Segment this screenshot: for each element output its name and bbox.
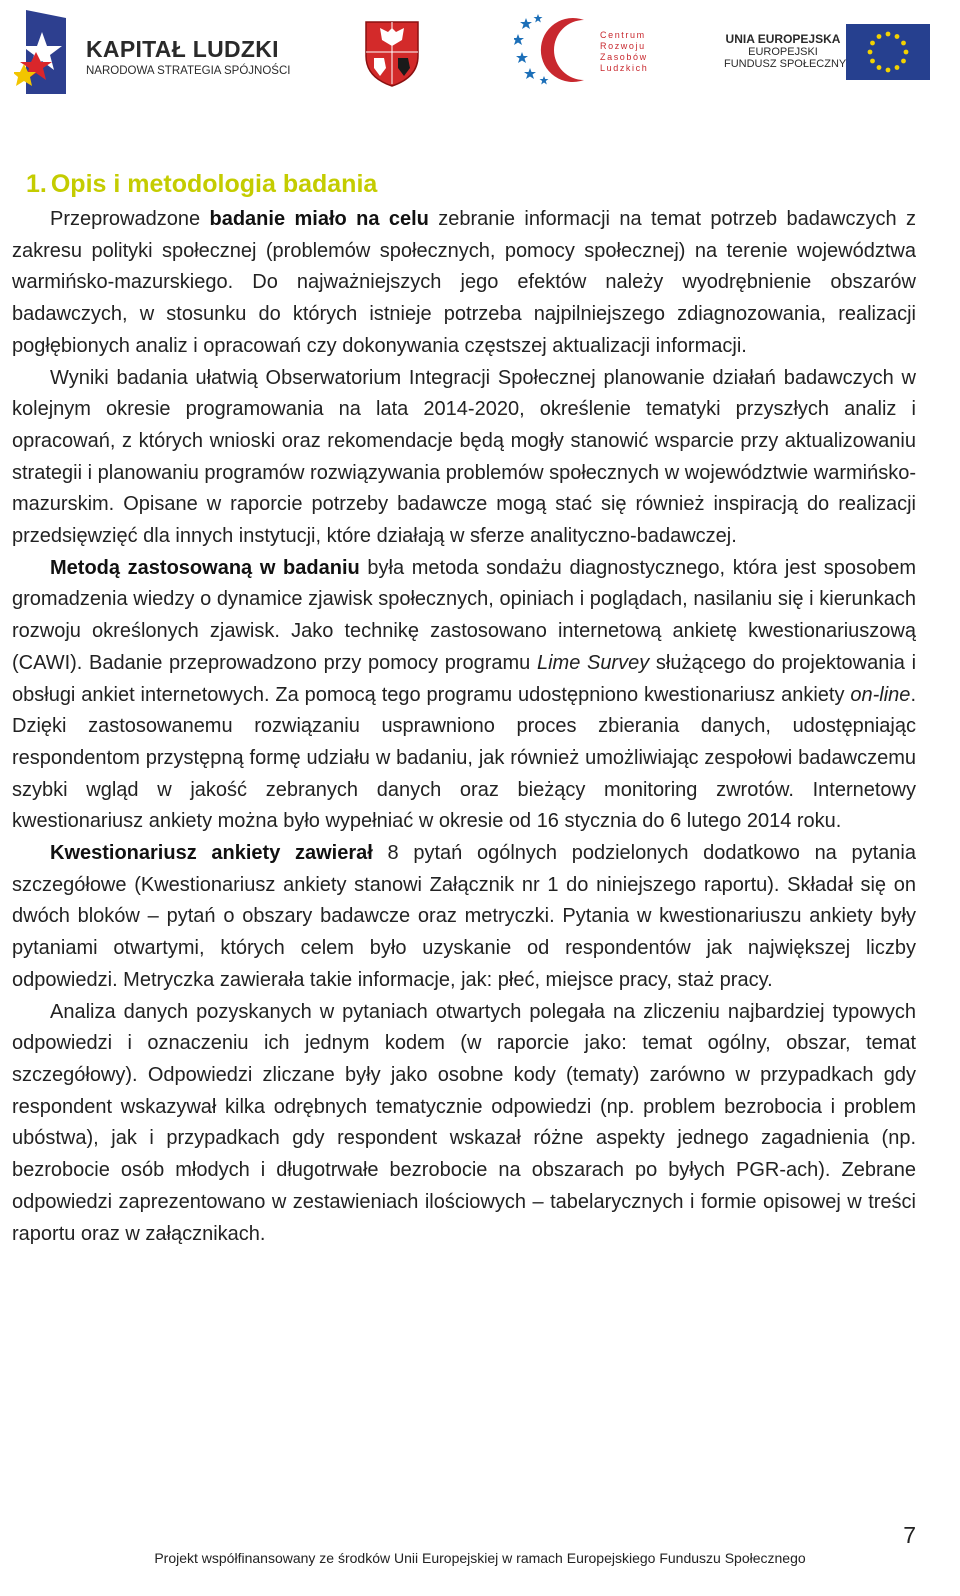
paragraph: [12, 997, 916, 1251]
page-header: [0, 0, 960, 110]
italic-text: on-line: [850, 683, 911, 706]
eu-line-1: UNIA EUROPEJSKA: [725, 32, 841, 46]
eu-flag-icon: [846, 24, 930, 80]
eu-text: [724, 32, 847, 70]
section-heading: [12, 164, 916, 204]
text-run: Przeprowadzone: [50, 208, 210, 230]
section-number: 1.: [26, 170, 47, 198]
paragraph: [12, 553, 916, 838]
text-run: Analiza danych pozyskanych w pytaniach otwartych polegała na zliczeniu najbardziej typowych odpowiedzi i oznaczeniu ich jednym kodem (w raporcie jako: temat ogólny, obszar, temat szczegółowy). Odpowiedzi zliczane były jako osobne kody (tematy) zarówno w przypadkach gdy respondent wskazywał kilka odrębnych tematycznie odpowiedzi (np. problem bezrobocia i problem ubóstwa), jak i przypadkach gdy respondent wskazał różne aspekty jednego zagadnienia (np. bezrobocie osób młodych i długotrwałe bezrobocie na obszarach po byłych PGR-ach). Zebrane odpowiedzi zaprezentowano w zestawieniach ilościowych – tabelarycznych i formie opisowej w treści raportu oraz w załącznikach.: [12, 1000, 916, 1245]
page-number: 7: [903, 1522, 916, 1548]
paragraph: [12, 363, 916, 553]
bold-text: badanie miało na celu: [209, 208, 429, 230]
crzl-logo: [514, 14, 664, 86]
crzl-line: Ludzkich: [600, 63, 649, 73]
kapital-ludzki-title: KAPITAŁ LUDZKI: [86, 36, 279, 62]
bold-text: Metodą zastosowaną w badaniu: [50, 556, 360, 579]
kapital-ludzki-star-icon: [14, 10, 78, 98]
warmia-masuria-coat-of-arms-icon: [362, 18, 422, 88]
crzl-line: Rozwoju: [600, 41, 646, 51]
text-run: służącego do projektowania i obsługi ankiet internetowych. Za pomocą tego programu udostępniono kwestionariusz ankiety: [12, 651, 917, 706]
eu-logo: [724, 24, 930, 84]
crzl-stars-crescent-icon: [514, 14, 598, 86]
text-run: . Dzięki zastosowanemu rozwiązaniu usprawniono proces zbierania danych, udostępniając respondentom przystępną formę udziału w badaniu, jak również umożliwiając zespołowi badawczemu szybki wgląd w jakość zebranych danych oraz bieżący monitoring zwrotów. Internetowy kwestionariusz ankiety można było wypełniać w okresie od 16 stycznia do 6 lutego 2014 roku.: [12, 683, 916, 833]
paragraphs: [12, 204, 916, 1250]
text-run: była metoda sondażu diagnostycznego, która jest sposobem gromadzenia wiedzy o dynamice zjawisk społecznych, opiniach i poglądach, nasilaniu się i kierunkach rozwoju określonych zjawisk. Jako technikę zastosowano internetową ankietę kwestionariuszową (CAWI). Badanie przeprowadzono przy pomocy programu: [12, 556, 916, 674]
eu-line-3: FUNDUSZ SPOŁECZNY: [724, 58, 847, 70]
section-title: Opis i metodologia badania: [50, 170, 378, 198]
bold-text: Kwestionariusz ankiety zawierał: [50, 842, 373, 865]
italic-text: Lime Survey: [536, 651, 650, 674]
eu-line-2: EUROPEJSKI: [748, 46, 818, 58]
crzl-text: [600, 30, 648, 74]
kapital-ludzki-subtitle: NARODOWA STRATEGIA SPÓJNOŚCI: [86, 65, 291, 77]
coat-of-arms-logo: [362, 18, 422, 88]
paragraph: [12, 204, 916, 363]
document-body: [12, 164, 916, 1250]
kapital-ludzki-logo: [14, 10, 304, 98]
crzl-line: Centrum: [600, 30, 646, 40]
paragraph: [12, 838, 916, 997]
crzl-line: Zasobów: [600, 52, 648, 62]
text-run: Wyniki badania ułatwią Obserwatorium Integracji Społecznej planowanie działań badawczych w kolejnym okresie programowania na lata 2014-2020, określenie tematyki przyszłych analiz i opracowań, z których wnioski oraz rekomendacje będą mogły stanowić wsparcie przy aktualizowaniu strategii i planowaniu programów rozwiązywania problemów społecznych w województwie warmińsko-mazurskim. Opisane w raporcie potrzeby badawcze mogą stać się również inspiracją do realizacji przedsięwzięć dla innych instytucji, które działają w sferze analityczno-badawczej.: [12, 366, 916, 548]
text-run: zebranie informacji na temat potrzeb badawczych z zakresu polityki społecznej (problemów społecznych, pomocy społecznej) na terenie województwa warmińsko-mazurskiego. Do najważniejszych jego efektów należy wyodrębnienie obszarów badawczych, w stosunku do których istnieje potrzeba najpilniejszego zdiagnozowania, realizacji pogłębionych analiz i opracowań czy dokonywania częstszej aktualizacji informacji.: [12, 208, 916, 357]
text-run: 8 pytań ogólnych podzielonych dodatkowo na pytania szczegółowe (Kwestionariusz ankiety stanowi Załącznik nr 1 do niniejszego raportu). Składał się on dwóch bloków – pytań o obszary badawcze oraz metryczki. Pytania w kwestionariuszu ankiety były pytaniami otwartymi, których celem było uzyskanie od respondentów jak największej liczby odpowiedzi. Metryczka zawierała takie informacje, jak: płeć, miejsce pracy, staż pracy.: [12, 842, 916, 991]
page-footer: Projekt współfinansowany ze środków Unii Europejskiej w ramach Europejskiego Funduszu Społecznego: [154, 1550, 806, 1566]
